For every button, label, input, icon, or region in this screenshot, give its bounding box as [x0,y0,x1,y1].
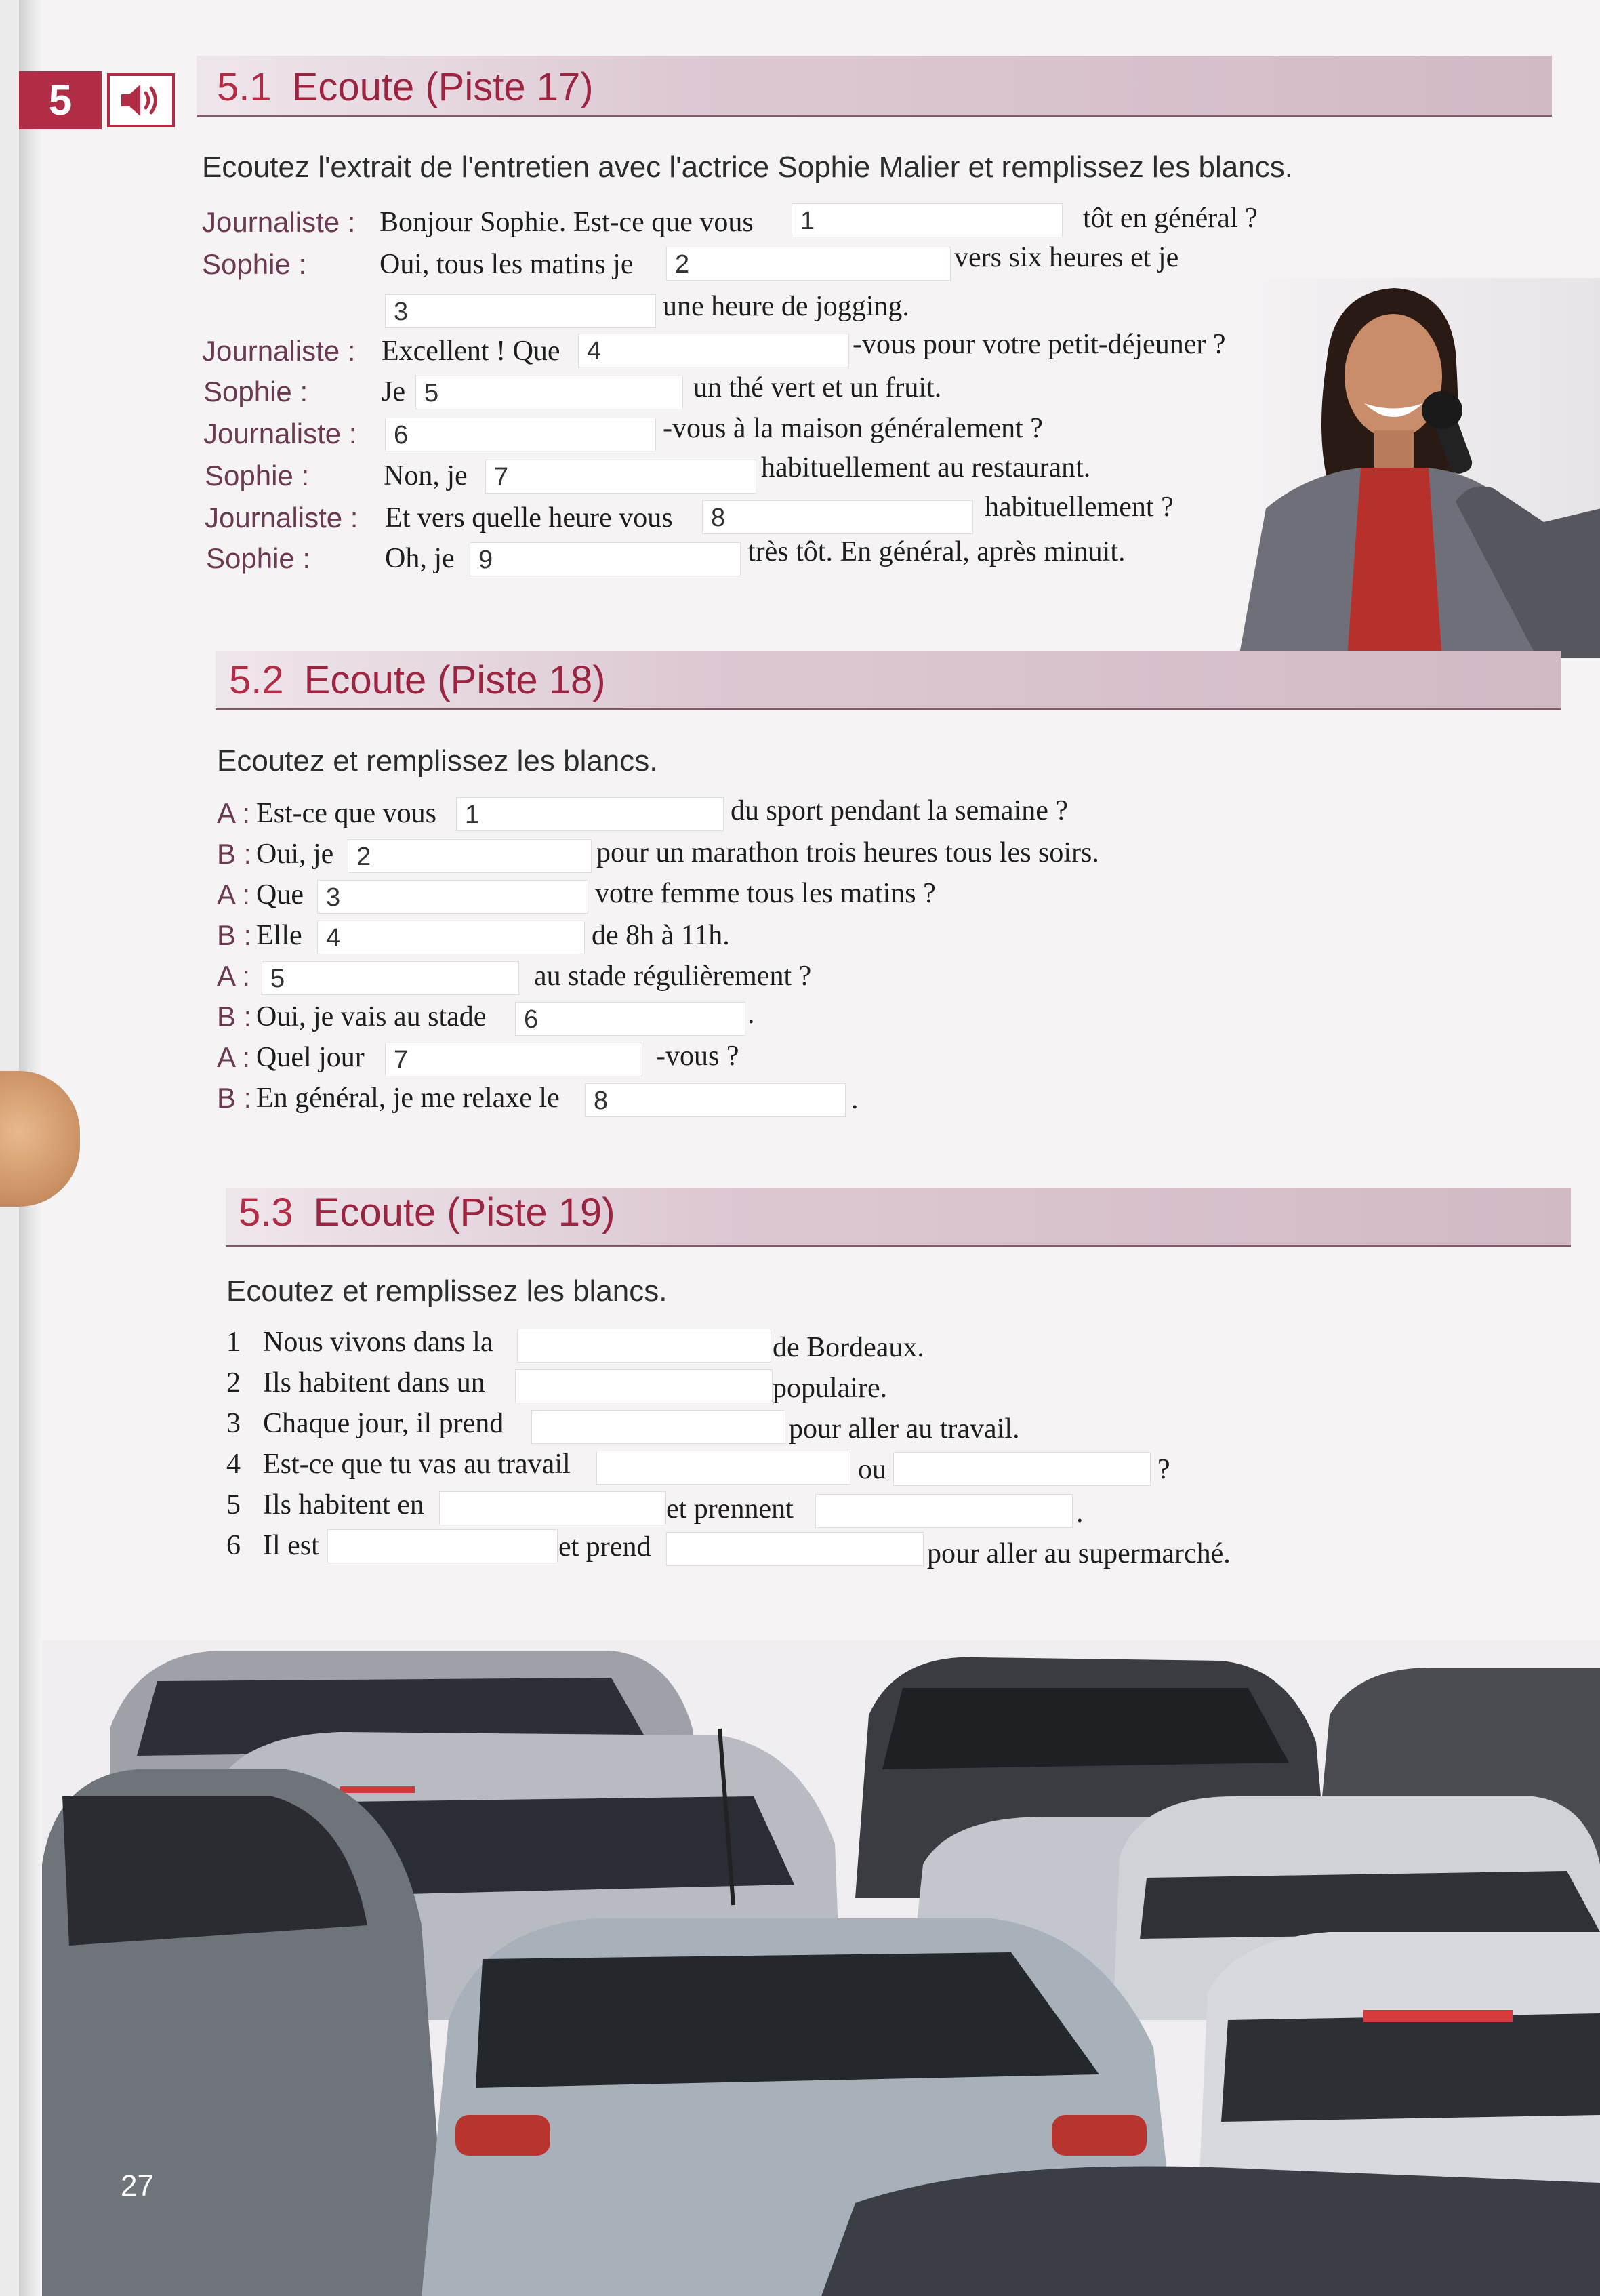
item-number: 6 [226,1530,241,1561]
line-text-before: Je [382,376,405,407]
answer-blank[interactable]: 6 [385,418,656,451]
speaker-label: B : [217,919,252,951]
unit-number: 5 [48,77,73,124]
answer-blank[interactable] [327,1529,558,1563]
page-number: 27 [121,2169,154,2202]
speaker-label: Sophie : [202,248,307,280]
answer-blank[interactable] [596,1451,850,1485]
answer-blank[interactable]: 8 [585,1083,846,1117]
audio-button[interactable] [107,73,175,127]
answer-blank[interactable]: 5 [262,961,519,995]
line-text-before: Oh, je [385,543,455,574]
line-text-after: vers six heures et je [954,242,1179,273]
line-text-after: . [851,1084,859,1115]
speaker-label: B : [217,1082,252,1114]
speaker-label: Sophie : [203,376,308,407]
item-text-before: Ils habitent dans un [263,1367,485,1398]
answer-blank[interactable]: 8 [702,500,973,534]
line-text-after: une heure de jogging. [663,291,909,322]
answer-blank[interactable]: 7 [385,1043,642,1076]
line-text-after: votre femme tous les matins ? [595,878,936,909]
item-number: 2 [226,1367,241,1398]
answer-blank[interactable]: 2 [348,839,592,873]
section-number: 5.3 [239,1190,293,1234]
section-5-1-title [217,64,594,110]
line-text-before: Oui, tous les matins je [380,249,634,280]
answer-blank[interactable] [893,1452,1151,1486]
item-text-after: ou [858,1454,886,1485]
line-text-after: . [747,999,755,1030]
speaker-icon [119,82,163,119]
line-text-before: Quel jour [256,1042,365,1073]
item-number: 5 [226,1489,241,1520]
answer-blank[interactable]: 9 [470,542,741,576]
answer-blank[interactable]: 2 [666,247,951,281]
section-5-3-instructions: Ecoutez et remplissez les blancs. [226,1274,668,1308]
answer-blank[interactable] [815,1494,1073,1528]
speaker-label: Journaliste : [202,206,356,238]
unit-number-tab [19,71,102,129]
speaker-label: B : [217,1001,252,1032]
item-text-middle: et prennent [666,1493,794,1525]
answer-blank[interactable]: 7 [485,460,756,494]
answer-blank[interactable] [531,1410,785,1444]
item-text-after: pour aller au travail. [789,1413,1020,1445]
speaker-label: Journaliste : [203,418,357,449]
line-text-before: Oui, je [256,839,334,870]
section-number: 5.1 [217,65,272,109]
item-text-end: . [1076,1497,1084,1529]
line-text-before: Oui, je vais au stade [256,1001,487,1032]
line-text-after: un thé vert et un fruit. [693,372,942,403]
line-text-before: Que [256,879,304,910]
item-text-before: Ils habitent en [263,1489,424,1520]
textbook-page [19,0,1600,2296]
answer-blank[interactable]: 5 [415,376,683,409]
item-text-before: Est-ce que tu vas au travail [263,1449,571,1480]
speaker-label: Sophie : [205,460,310,491]
line-text-after: pour un marathon trois heures tous les soirs. [596,837,1099,868]
speaker-label: Sophie : [206,542,311,574]
item-text-end: ? [1157,1454,1170,1485]
line-text-after: -vous à la maison généralement ? [663,413,1043,444]
answer-blank[interactable]: 4 [317,921,585,954]
item-text-before: Chaque jour, il prend [263,1408,504,1439]
section-5-2-title [229,658,606,703]
section-title-text: Ecoute (Piste 19) [313,1190,615,1234]
line-text-before: En général, je me relaxe le [256,1083,560,1114]
answer-blank[interactable]: 3 [317,880,588,914]
item-text-middle: et prend [558,1531,651,1563]
section-5-2-instructions: Ecoutez et remplissez les blancs. [217,744,658,778]
speaker-label: A : [217,879,251,910]
line-text-before: Est-ce que vous [256,798,436,829]
item-text-before: Nous vivons dans la [263,1327,493,1358]
line-text-after: -vous ? [656,1041,739,1072]
answer-blank[interactable]: 6 [515,1002,745,1036]
section-title-text: Ecoute (Piste 17) [291,65,594,109]
item-text-end: pour aller au supermarché. [927,1538,1231,1569]
section-number: 5.2 [229,658,284,702]
traffic-cars-photo [42,1640,1600,2296]
item-number: 1 [226,1327,241,1358]
line-text-after: de 8h à 11h. [592,920,730,951]
line-text-before: Non, je [384,460,468,491]
speaker-label: A : [217,960,251,992]
speaker-label: Journaliste : [205,502,358,533]
line-text-after: habituellement ? [985,491,1174,523]
section-5-1-instructions: Ecoutez l'extrait de l'entretien avec l'actrice Sophie Malier et remplissez les blancs. [202,150,1293,184]
speaker-label: Journaliste : [202,335,356,367]
item-number: 3 [226,1408,241,1439]
section-title-text: Ecoute (Piste 18) [304,658,606,702]
answer-blank[interactable]: 1 [792,203,1063,237]
section-5-3-title [239,1190,615,1235]
line-text-before: Et vers quelle heure vous [385,502,673,533]
speaker-label: B : [217,838,252,870]
line-text-before: Bonjour Sophie. Est-ce que vous [380,207,754,238]
speaker-label: A : [217,797,251,829]
line-text-after: -vous pour votre petit-déjeuner ? [853,329,1226,360]
answer-blank[interactable] [515,1369,773,1403]
line-text-after: habituellement au restaurant. [761,452,1091,483]
line-text-after: tôt en général ? [1083,203,1258,234]
answer-blank[interactable]: 1 [456,797,724,831]
answer-blank[interactable]: 3 [385,294,656,328]
line-text-after: très tôt. En général, après minuit. [747,536,1126,567]
answer-blank[interactable] [517,1329,771,1363]
answer-blank[interactable] [666,1532,924,1566]
answer-blank[interactable]: 4 [578,334,849,367]
answer-blank[interactable] [439,1491,666,1525]
line-text-before: Elle [256,920,302,951]
line-text-after: du sport pendant la semaine ? [731,795,1069,826]
line-text-after: au stade régulièrement ? [534,961,812,992]
item-text-after: de Bordeaux. [773,1332,924,1363]
speaker-label: A : [217,1041,251,1073]
thumb [0,1071,80,1207]
item-text-before: Il est [263,1530,319,1561]
journalist-photo [1225,278,1600,658]
item-text-after: populaire. [773,1373,888,1404]
line-text-before: Excellent ! Que [382,336,560,367]
item-number: 4 [226,1449,241,1480]
